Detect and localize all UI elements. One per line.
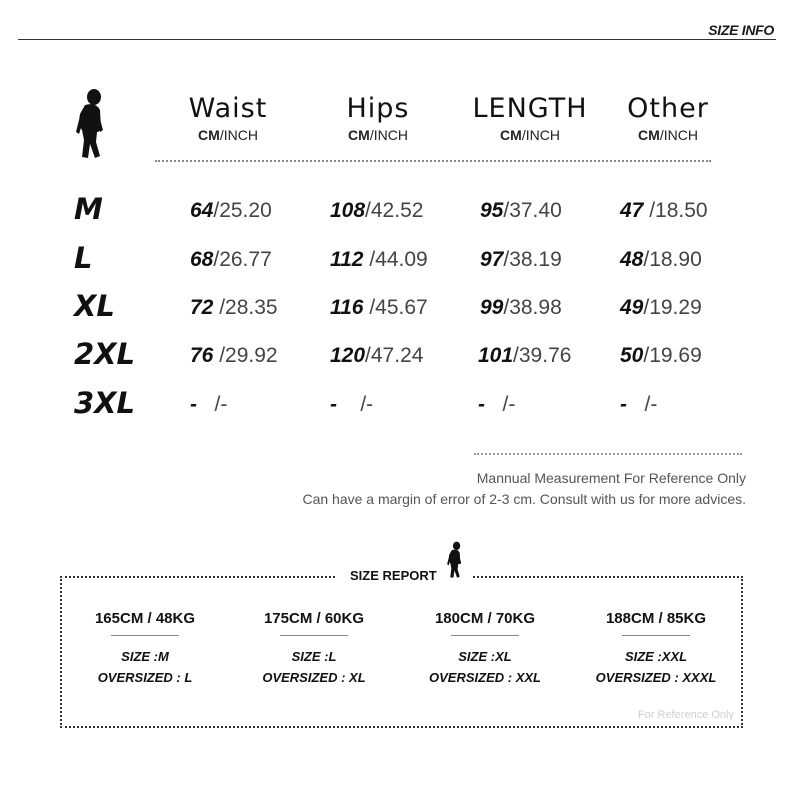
height-weight: 180CM / 70KG [434,610,536,627]
size-label: 2XL [74,337,136,371]
other-value: - /- [620,393,658,416]
oversized-size: OVERSIZED : XXXL [595,670,717,685]
notes-dotted-divider [474,453,742,455]
report-person-1 [65,610,225,688]
length-value: 99/38.98 [480,296,562,319]
human-figure-icon [70,88,112,160]
report-divider [111,635,179,636]
report-divider [451,635,519,636]
header-dotted-divider [155,160,711,162]
column-header-waist: Waist CM/INCH [188,93,268,143]
recommended-size: SIZE :XXL [624,649,688,664]
hips-value: 116 /45.67 [330,296,428,319]
report-person-3 [405,610,565,688]
human-figure-icon [444,540,466,580]
length-value: 97/38.19 [480,248,562,271]
other-value: 47 /18.50 [620,199,708,222]
column-header-hips: Hips CM/INCH [346,93,410,143]
waist-value: 68/26.77 [190,248,272,271]
hips-value: - /- [330,393,374,416]
margin-of-error-note: Can have a margin of error of 2-3 cm. Consult with us for more advices. [302,491,746,507]
measurement-note: Mannual Measurement For Reference Only [476,470,746,486]
hips-value: 108/42.52 [330,199,424,222]
size-label: M [74,192,103,226]
reference-only-note: For Reference Only [638,709,734,721]
height-weight: 175CM / 60KG [263,610,365,627]
size-label: L [74,241,93,275]
length-value: - /- [478,393,516,416]
header-divider [18,39,776,40]
length-value: 101/39.76 [478,344,572,367]
column-header-length: LENGTH CM/INCH [472,93,588,143]
recommended-size: SIZE :M [121,649,169,664]
size-label: 3XL [74,386,136,420]
report-title: SIZE REPORT [350,568,437,583]
length-value: 95/37.40 [480,199,562,222]
waist-value: - /- [190,393,228,416]
report-person-4 [576,610,736,688]
report-divider [622,635,690,636]
waist-value: 76 /29.92 [190,344,278,367]
height-weight: 188CM / 85KG [605,610,707,627]
oversized-size: OVERSIZED : XXL [429,670,541,685]
report-divider [280,635,348,636]
other-value: 50/19.69 [620,344,702,367]
report-person-2 [234,610,394,688]
waist-value: 64/25.20 [190,199,272,222]
column-header-other: Other CM/INCH [627,93,709,143]
oversized-size: OVERSIZED : L [97,670,193,685]
recommended-size: SIZE :L [291,649,337,664]
height-weight: 165CM / 48KG [94,610,196,627]
page-title: SIZE INFO [708,22,774,38]
other-value: 49/19.29 [620,296,702,319]
waist-value: 72 /28.35 [190,296,278,319]
other-value: 48/18.90 [620,248,702,271]
size-label: XL [74,289,115,323]
recommended-size: SIZE :XL [458,649,512,664]
oversized-size: OVERSIZED : XL [262,670,366,685]
hips-value: 120/47.24 [330,344,424,367]
hips-value: 112 /44.09 [330,248,428,271]
